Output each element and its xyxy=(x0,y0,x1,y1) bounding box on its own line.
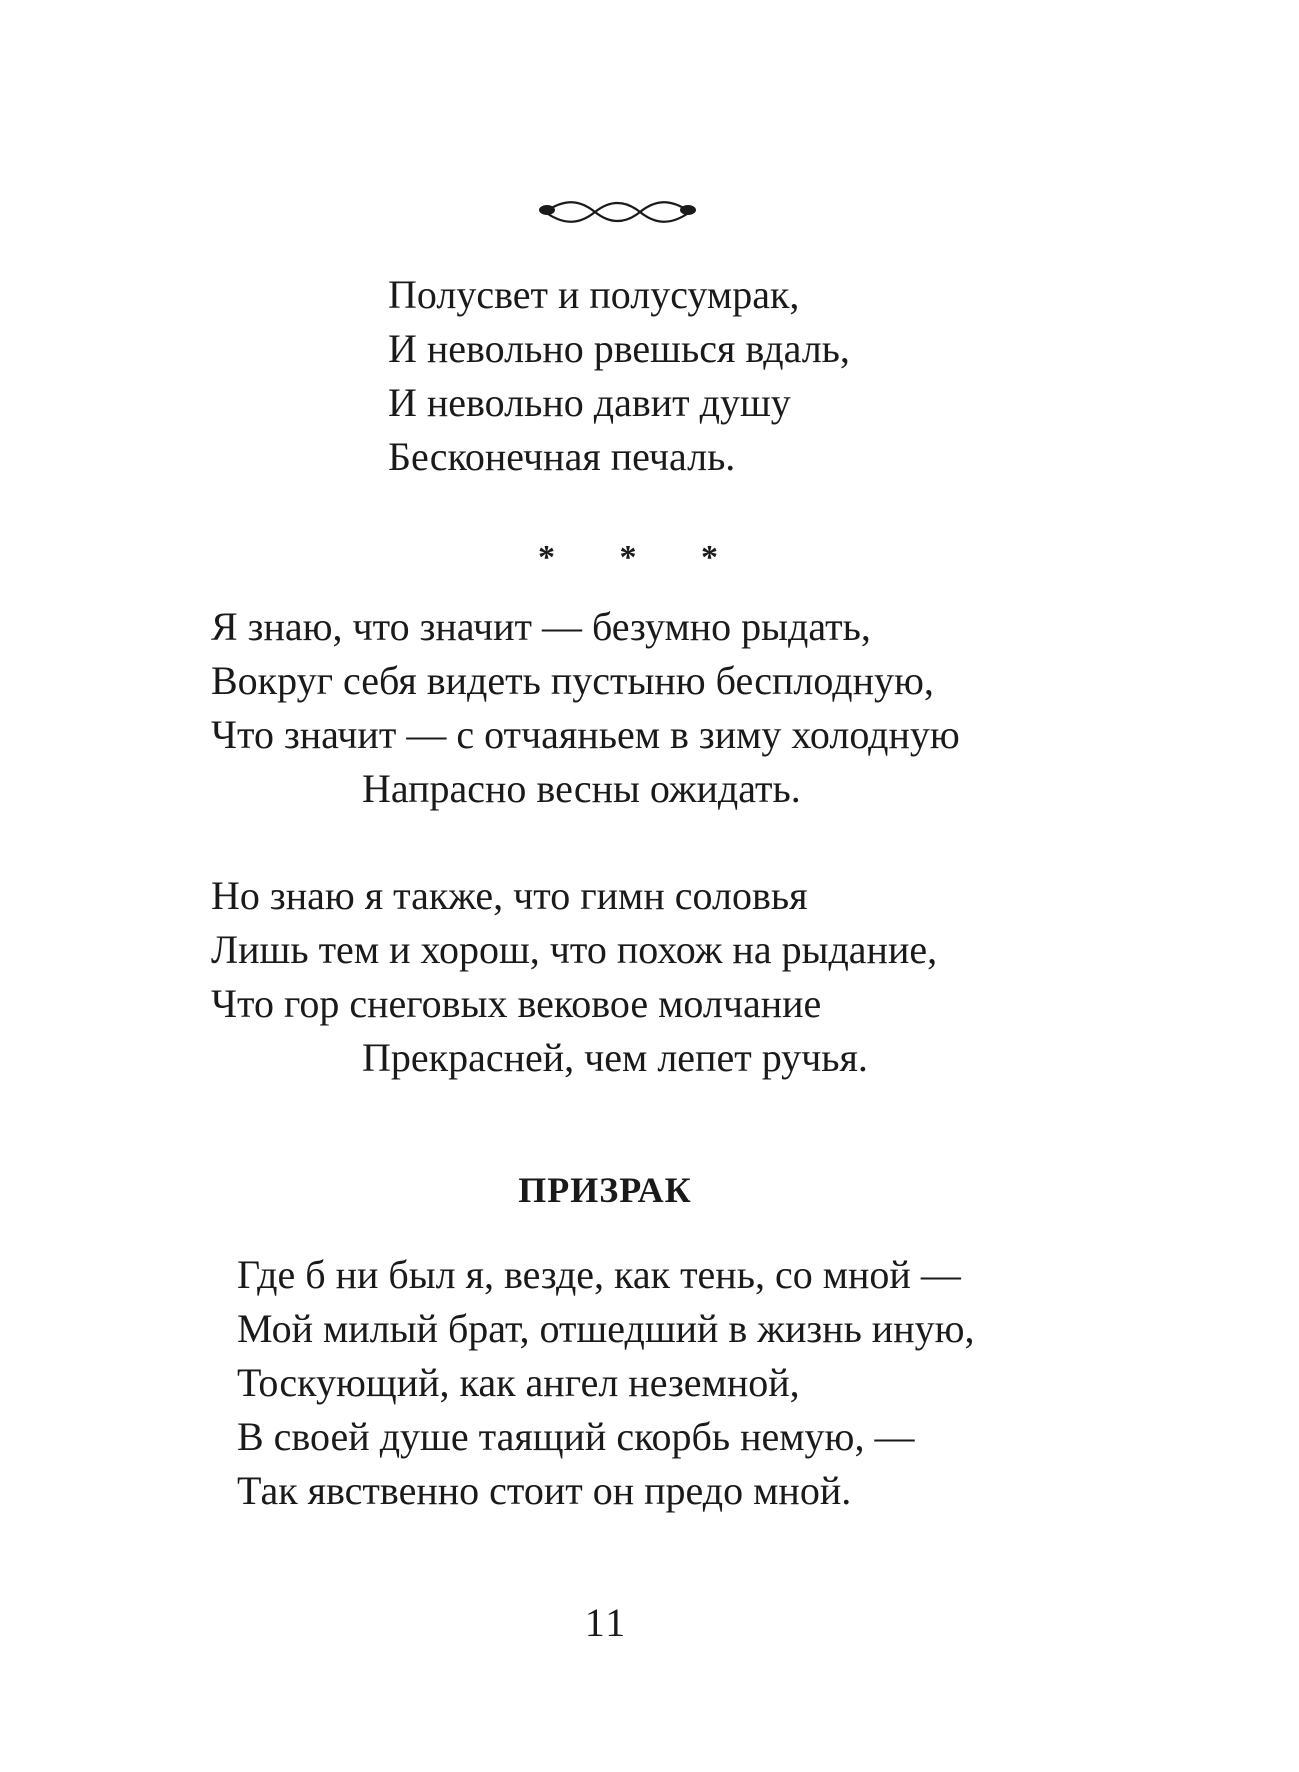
poem-line: Но знаю я также, что гимн соловья xyxy=(211,873,808,918)
poem-stanza xyxy=(211,869,937,1085)
poem-line: Что гор снеговых вековое молчание xyxy=(211,981,822,1026)
poem-title: ПРИЗРАК xyxy=(518,1170,692,1210)
poem-line: Где б ни был я, везде, как тень, со мной — xyxy=(237,1252,961,1297)
poem-line: Я знаю, что значит — безумно рыдать, xyxy=(211,604,871,649)
poem-line: Прекрасней, чем лепет ручья. xyxy=(362,1035,868,1080)
poem-line: Тоскующий, как ангел неземной, xyxy=(237,1360,800,1405)
poem-line: Мой милый брат, отшедший в жизнь иную, xyxy=(237,1306,975,1351)
poem-line: Напрасно весны ожидать. xyxy=(362,766,801,811)
poem-line: Так явственно стоит он предо мной. xyxy=(237,1468,852,1513)
poem-line: Бесконечная печаль. xyxy=(388,434,736,479)
poem-line: Лишь тем и хорош, что похож на рыдание, xyxy=(211,927,938,972)
poem-line: В своей душе таящий скорбь немую, — xyxy=(237,1414,915,1459)
poem-line: Вокруг себя видеть пустыню бесплодную, xyxy=(211,658,934,703)
swirl-ornament-icon xyxy=(535,190,700,234)
poem-line: И невольно рвешься вдаль, xyxy=(388,326,850,371)
poem-line: Полусвет и полусумрак, xyxy=(388,272,800,317)
poem-stanza xyxy=(237,1248,975,1518)
poem-line: Что значит — с отчаяньем в зиму холодную xyxy=(211,712,960,757)
page-number: 11 xyxy=(584,1600,628,1645)
poem-line: И невольно давит душу xyxy=(388,380,791,425)
asterisk-divider: * * * xyxy=(538,539,746,576)
poem-stanza xyxy=(211,600,960,816)
poem-stanza xyxy=(388,268,850,484)
